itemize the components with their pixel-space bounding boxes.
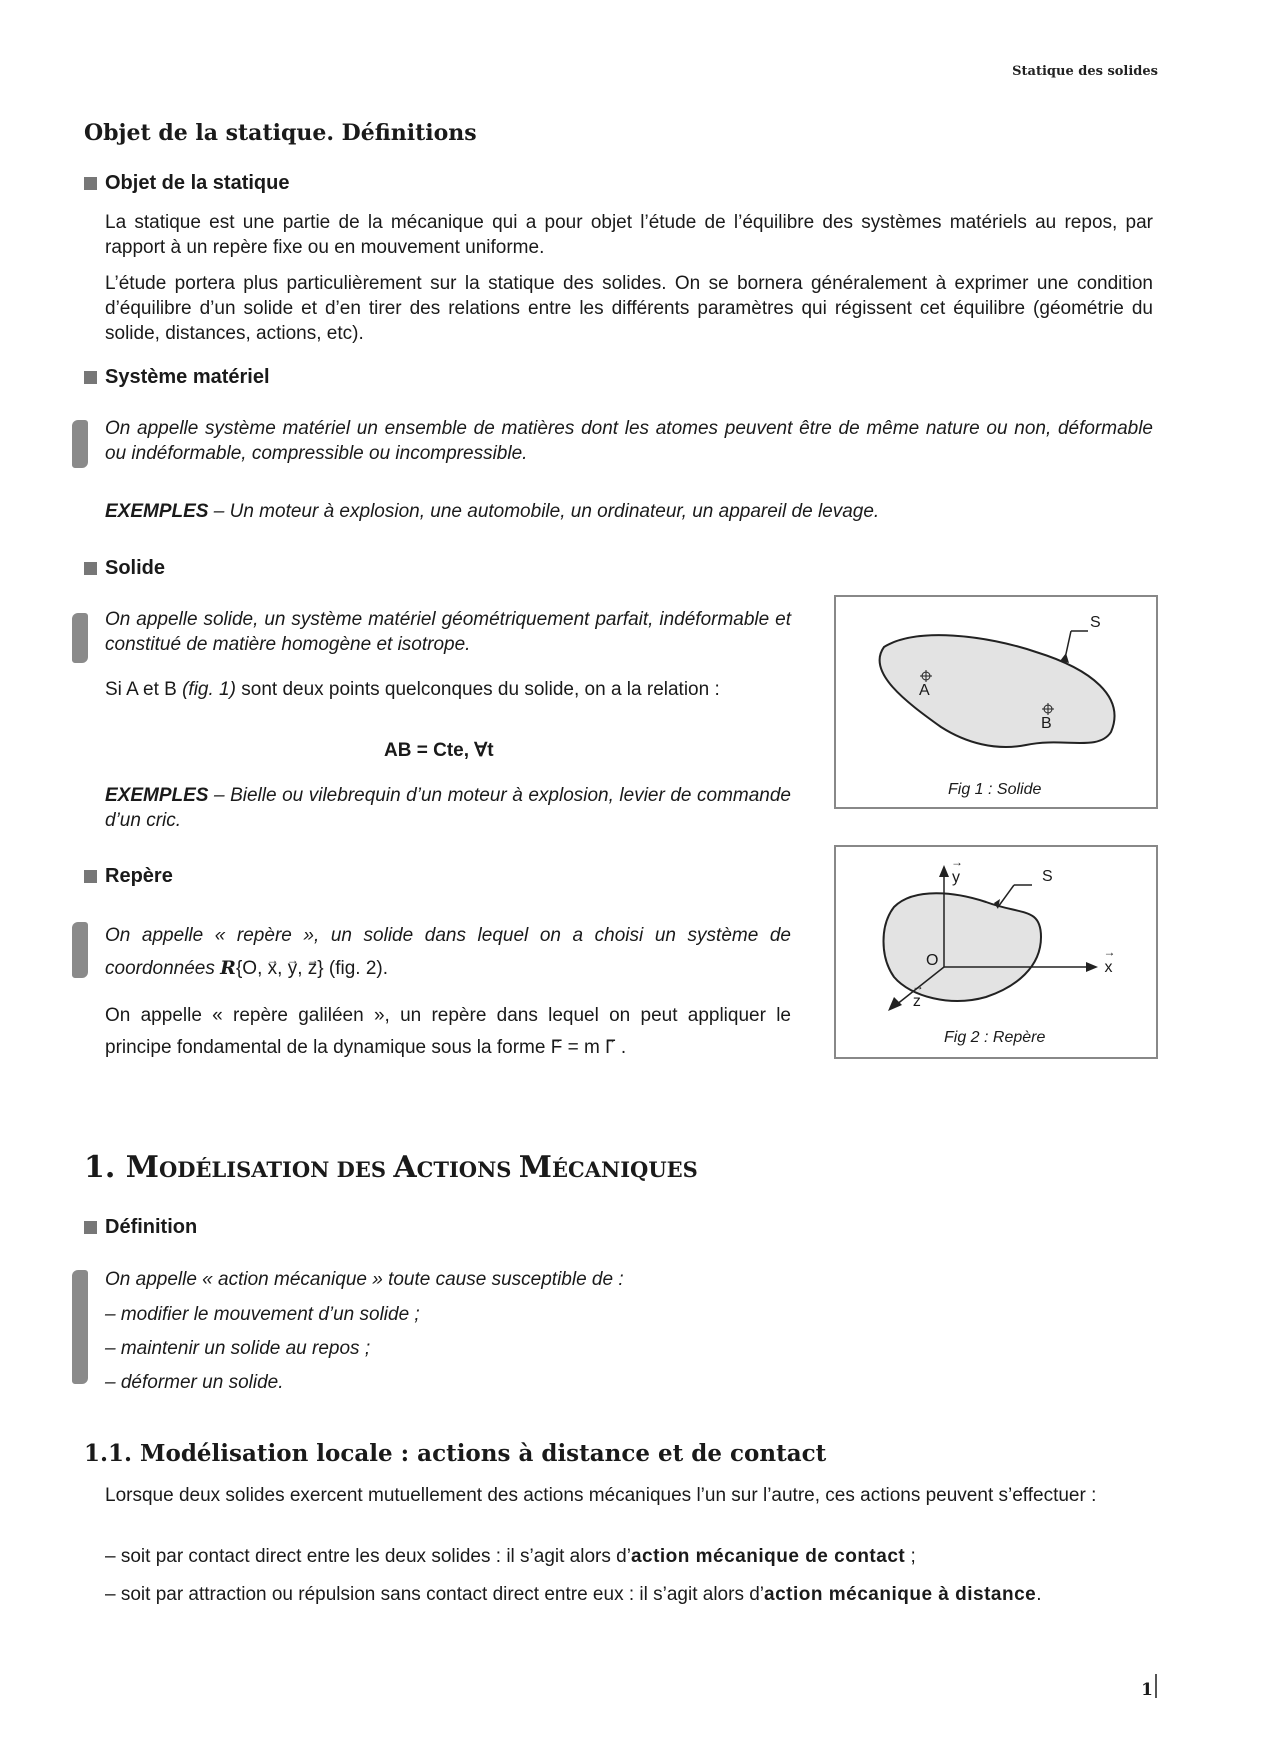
section-heading-definition <box>84 1216 197 1239</box>
chapter-title-part: CTIONS <box>416 1157 519 1182</box>
list-item-distance <box>105 1582 1153 1607</box>
examples-label: EXEMPLES <box>105 501 209 522</box>
figure-reference: (fig. 1) <box>182 679 236 700</box>
examples-systeme <box>105 499 1153 524</box>
label-z: z → <box>913 993 921 1010</box>
chapter-title-part: A <box>393 1150 417 1185</box>
galilean-text: On appelle « repère galiléen », un repère dans lequel on peut appliquer le principe fondamental de la dynamique sous la forme <box>105 1005 791 1058</box>
term-distance: action mécanique à distance <box>764 1584 1037 1605</box>
definition-line-1: On appelle « action mécanique » toute cause susceptible de : <box>105 1269 624 1290</box>
section-heading-repere <box>84 865 173 888</box>
label-y: y → <box>952 869 960 886</box>
solid-shape <box>884 893 1042 1001</box>
label-s: S <box>1090 614 1101 631</box>
running-header: Statique des solides <box>1012 64 1158 79</box>
figure-2-frame <box>834 845 1158 1059</box>
y-axis-arrow-icon <box>939 865 949 877</box>
section-1-1-heading: 1.1. Modélisation locale : actions à distance et de contact <box>84 1440 827 1467</box>
paragraph-objet-1: La statique est une partie de la mécanique qui a pour objet l’étude de l’équilibre des systèmes matériels au repos, par rapport à un repère fixe ou en mouvement uniforme. <box>105 212 1153 258</box>
z-axis-arrow-icon <box>888 997 902 1011</box>
label-a: A <box>919 682 930 699</box>
definition-margin-mark <box>72 613 88 663</box>
square-bullet-icon <box>84 177 97 190</box>
square-bullet-icon <box>84 870 97 883</box>
frame-open: {O, <box>235 958 268 979</box>
paragraph-relation <box>105 677 791 702</box>
figure-1-solid <box>834 595 1158 809</box>
definition-systeme: On appelle système matériel un ensemble de matières dont les atomes peuvent être de même nature ou non, déformable ou indéformable, compressible ou incompressible. <box>105 418 1153 464</box>
page-number-rule <box>1155 1674 1157 1698</box>
definition-margin-mark <box>72 922 88 978</box>
figure-reference: (fig. 2). <box>323 958 389 979</box>
definition-solide: On appelle solide, un système matériel géométriquement parfait, indéformable et constitué de matière homogène et isotrope. <box>105 609 791 655</box>
list-item-text: – soit par contact direct entre les deux solides : il s’agit alors d’ <box>105 1546 631 1567</box>
chapter-title-part: M <box>518 1150 552 1185</box>
frame-symbol-r: R <box>220 957 236 979</box>
definition-line-3: – maintenir un solide au repos ; <box>105 1338 371 1359</box>
square-bullet-icon <box>84 562 97 575</box>
section-heading-label: Système matériel <box>105 366 270 388</box>
chapter-title-part: ÉCANIQUES <box>552 1157 698 1182</box>
vector-x: x → <box>268 958 278 979</box>
figure-1-caption: Fig 1 : Solide <box>948 781 1042 798</box>
galilean-end: . <box>615 1037 627 1058</box>
paragraph-objet-2: L’étude portera plus particulièrement sur la statique des solides. On se bornera généralement à exprimer une condition d’équilibre d’un solide et d’en tirer des relations entre les différents paramètres qui régissent cet équilibre (géométrie du solide, distances, actions, etc). <box>105 273 1153 344</box>
galilean-equals: = m <box>562 1037 606 1058</box>
section-heading-label: Solide <box>105 557 166 579</box>
label-b: B <box>1041 715 1052 732</box>
figure-1-drawing <box>836 597 1156 807</box>
label-o: O <box>926 952 939 969</box>
x-axis-arrow-icon <box>1086 962 1098 972</box>
chapter-number: 1. <box>84 1150 116 1185</box>
chapter-title-part: ODÉLISATION DES <box>159 1157 394 1182</box>
relation-text-start: Si A et B <box>105 679 183 700</box>
definition-line-2: – modifier le mouvement d’un solide ; <box>105 1304 420 1325</box>
paragraph-section-1-1: Lorsque deux solides exercent mutuellement des actions mécaniques l’un sur l’autre, ces actions peuvent s’effectuer : <box>105 1485 1097 1506</box>
chapter-heading <box>84 1150 698 1185</box>
repere-definition-text: On appelle « repère », un solide dans lequel on a choisi un système de coordonnées <box>105 925 791 979</box>
term-contact: action mécanique de contact <box>630 1546 906 1567</box>
list-item-text: – soit par attraction ou répulsion sans contact direct entre eux : il s’agit alors d’ <box>105 1584 765 1605</box>
list-item-end: ; <box>905 1546 916 1567</box>
chapter-title-part: M <box>125 1150 159 1185</box>
square-bullet-icon <box>84 1221 97 1234</box>
definition-line-4: – déformer un solide. <box>105 1372 284 1393</box>
list-item-end: . <box>1036 1584 1042 1605</box>
section-heading-label: Objet de la statique <box>105 172 290 194</box>
frame-close: } <box>317 958 324 979</box>
relation-text-end: sont deux points quelconques du solide, on a la relation : <box>235 679 720 700</box>
square-bullet-icon <box>84 371 97 384</box>
vector-z: z → <box>308 958 318 979</box>
paragraph-galilean <box>105 1000 791 1064</box>
vector-force: F → <box>551 1037 563 1058</box>
section-heading-objet <box>84 172 289 195</box>
section-heading-label: Définition <box>105 1216 198 1238</box>
examples-solide <box>105 783 791 833</box>
figure-2-caption: Fig 2 : Repère <box>944 1029 1046 1046</box>
section-heading-label: Repère <box>105 865 173 887</box>
page-number: 1 <box>1141 1680 1153 1700</box>
page-title: Objet de la statique. Définitions <box>84 120 477 146</box>
examples-text: – Bielle ou vilebrequin d’un moteur à explosion, levier de commande d’un cric. <box>105 785 791 831</box>
definition-margin-mark <box>72 1270 88 1384</box>
list-item-contact <box>105 1544 1153 1569</box>
vector-acceleration: Γ → <box>605 1037 615 1058</box>
examples-label: EXEMPLES <box>105 785 209 806</box>
label-s: S <box>1042 868 1053 885</box>
leader-line <box>998 885 1014 907</box>
solid-shape <box>880 635 1115 747</box>
definition-repere: On appelle « repère », un solide dans lequel on a choisi un système de coordonnées R{O, x →, y →, z →} (fig. 2). <box>105 919 791 985</box>
definition-margin-mark <box>72 420 88 468</box>
vector-y: y → <box>288 958 298 979</box>
section-heading-solide <box>84 557 165 580</box>
label-x: x → <box>1104 959 1112 976</box>
formula-ab-constant: AB = Cte, ∀t <box>384 740 494 761</box>
section-heading-systeme <box>84 366 270 389</box>
examples-text: – Un moteur à explosion, une automobile, un ordinateur, un appareil de levage. <box>208 501 880 522</box>
